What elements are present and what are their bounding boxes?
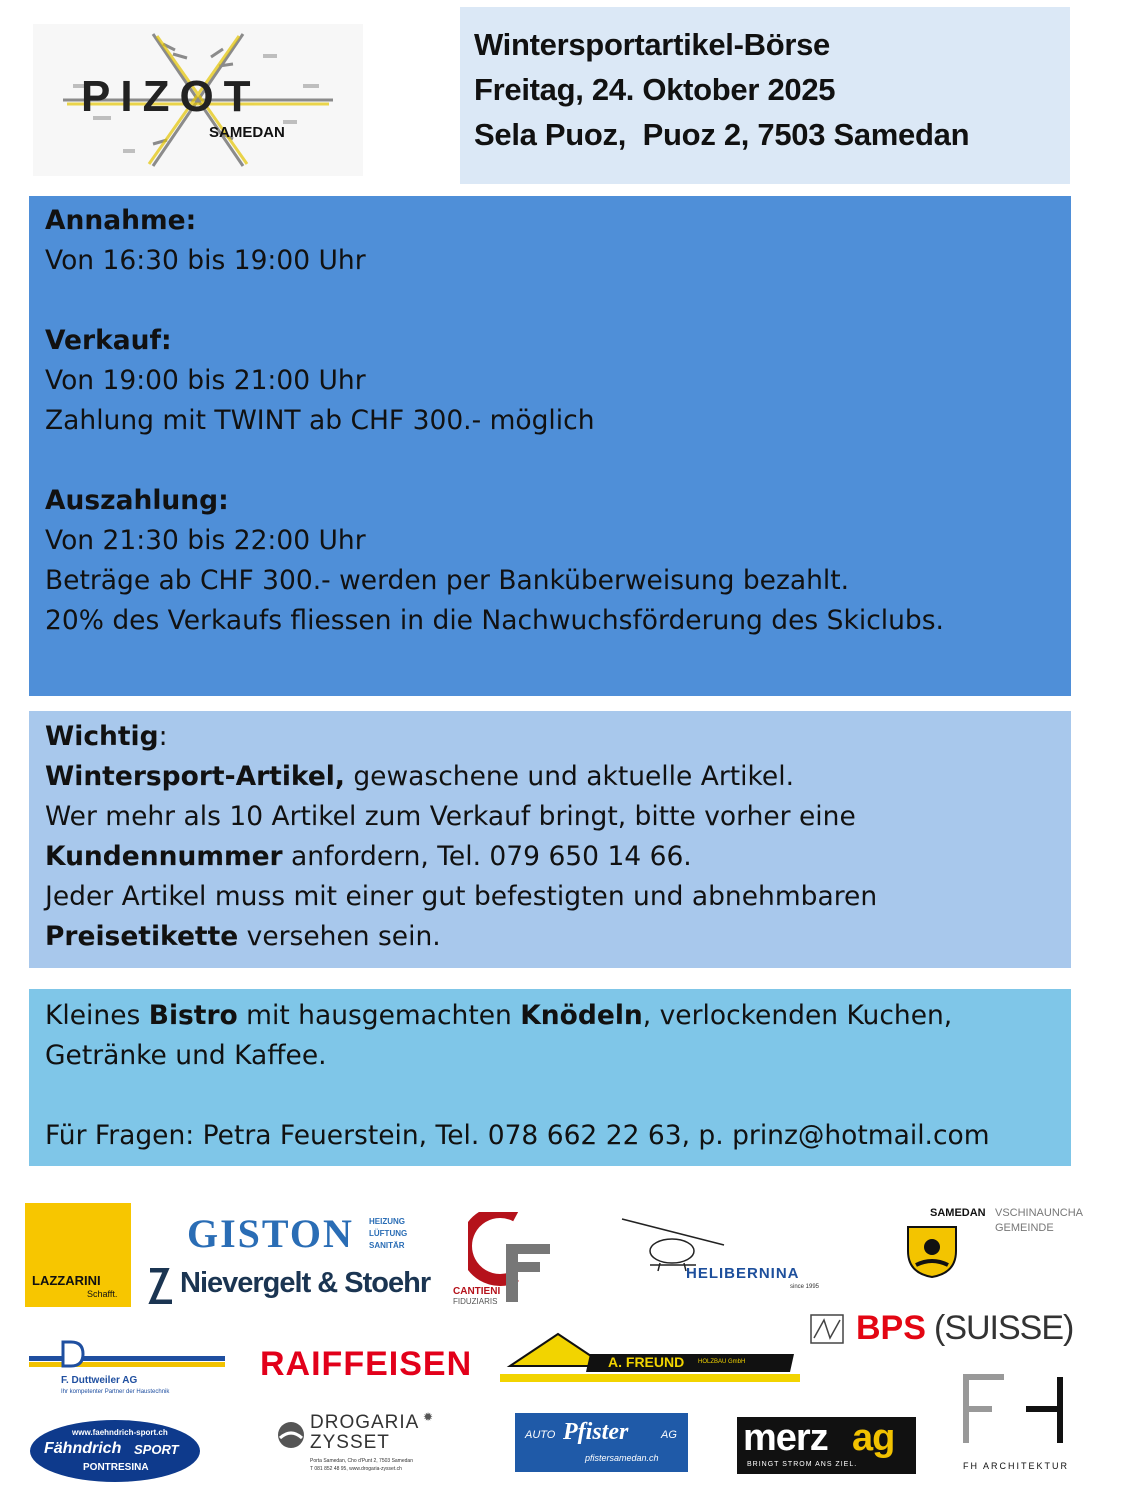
duttweiler-tagline: Ihr kompetenter Partner der Haustechnik <box>61 1389 170 1395</box>
pfister-name: Pfister <box>563 1419 629 1445</box>
knoedeln-bold: Knödeln <box>520 1000 643 1031</box>
freund-holzbau-logo <box>500 1330 800 1382</box>
important-heading-colon: : <box>158 721 168 752</box>
pfister-auto: AUTO <box>525 1429 556 1441</box>
giston-service-3: SANITÄR <box>369 1241 405 1250</box>
auto-pfister-logo <box>515 1413 688 1472</box>
freund-sub: HOLZBAU GmbH <box>698 1359 746 1365</box>
annahme-heading: Annahme: <box>45 205 197 236</box>
bps-name: BPS <box>856 1309 926 1347</box>
samedan-sub1: VSCHINAUNCHA <box>995 1207 1084 1219</box>
fh-name: FH ARCHITEKTUR <box>963 1461 1070 1471</box>
bps-mark-icon <box>810 1314 844 1344</box>
auszahlung-heading: Auszahlung: <box>45 485 229 516</box>
pfister-ag: AG <box>661 1429 677 1441</box>
giston-logo <box>187 1210 417 1256</box>
bistro-bold: Bistro <box>148 1000 238 1031</box>
lazzarini-tagline: Schafft. <box>87 1289 118 1299</box>
cantieni-name: CANTIENI <box>453 1286 501 1297</box>
event-header <box>460 7 1070 184</box>
giston-service-2: LÜFTUNG <box>369 1229 408 1238</box>
nievergelt-name: Nievergelt & Stoehr <box>180 1267 431 1299</box>
merz-tagline: BRINGT STROM ANS ZIEL. <box>747 1461 858 1468</box>
drogaria-address: Porta Samedan, Cho d'Punt 2, 7503 Samedan <box>310 1458 413 1464</box>
important-panel <box>29 711 1071 968</box>
drogaria-name1: DROGARIA <box>310 1412 420 1433</box>
verkauf-payment: Zahlung mit TWINT ab CHF 300.- möglich <box>45 405 595 436</box>
duttweiler-name: F. Duttweiler AG <box>61 1375 138 1386</box>
samedan-gemeinde-logo <box>898 1207 1084 1282</box>
nievergelt-stoehr-logo <box>146 1265 431 1307</box>
helibernina-name: HELIBERNINA <box>686 1265 800 1282</box>
important-line1-bold: Wintersport-Artikel, <box>45 761 345 792</box>
auszahlung-bank-note: Beträge ab CHF 300.- werden per Banküberweisung bezahlt. <box>45 565 850 596</box>
auszahlung-time: Von 21:30 bis 22:00 Uhr <box>45 525 366 556</box>
pizot-samedan-logo <box>33 24 363 176</box>
bistro-text-1: Kleines <box>45 1000 149 1031</box>
important-line5-bold: Preisetikette <box>45 921 239 952</box>
drogaria-name2: ZYSSET <box>310 1432 390 1453</box>
merz-ag-logo <box>737 1417 916 1474</box>
important-line2: Wer mehr als 10 Artikel zum Verkauf bringt, bitte vorher eine <box>45 801 856 832</box>
faehndrich-sport-logo <box>30 1420 200 1482</box>
samedan-sub2: GEMEINDE <box>995 1222 1054 1234</box>
drogaria-mark-icon <box>276 1420 306 1450</box>
bps-suffix: (SUISSE) <box>934 1309 1074 1347</box>
important-heading: Wichtig <box>45 721 159 752</box>
giston-service-1: HEIZUNG <box>369 1217 405 1226</box>
schedule-panel <box>29 196 1071 696</box>
important-line5: versehen sein. <box>238 921 441 952</box>
pfister-url: pfistersamedan.ch <box>585 1453 659 1463</box>
auszahlung-percent-note: 20% des Verkaufs fliessen in die Nachwuchsförderung des Skiclubs. <box>45 605 944 636</box>
important-line3-bold: Kundennummer <box>45 841 283 872</box>
sun-icon: ✹ <box>423 1410 434 1424</box>
important-line3: anfordern, Tel. 079 650 14 66. <box>282 841 692 872</box>
faehndrich-name: Fähndrich <box>44 1440 122 1457</box>
fh-architektur-logo <box>962 1373 1072 1475</box>
important-line4: Jeder Artikel muss mit einer gut befestigten und abnehmbaren <box>45 881 878 912</box>
important-line1: gewaschene und aktuelle Artikel. <box>344 761 795 792</box>
fh-mark-icon <box>962 1373 1066 1445</box>
duttweiler-d-icon <box>59 1340 85 1370</box>
merz-name: merz <box>743 1417 828 1459</box>
bistro-text-2: mit hausgemachten <box>237 1000 521 1031</box>
drogaria-contact: T 081 852 48 95, www.drogaria-zysset.ch <box>310 1466 402 1472</box>
verkauf-time: Von 19:00 bis 21:00 Uhr <box>45 365 366 396</box>
pizot-logo-text: PIZOT <box>81 72 261 121</box>
giston-name: GISTON <box>187 1211 354 1256</box>
sponsor-logos <box>0 1180 1125 1500</box>
faehndrich-url: www.faehndrich-sport.ch <box>72 1428 168 1437</box>
samedan-name: SAMEDAN <box>930 1207 986 1219</box>
faehndrich-sport: SPORT <box>134 1442 179 1457</box>
helibernina-logo <box>620 1215 820 1295</box>
cantieni-logo <box>450 1212 555 1307</box>
event-title: Wintersportartikel-Börse <box>474 27 830 62</box>
raiffeisen-logo: RAIFFEISEN <box>260 1345 473 1383</box>
bistro-panel <box>29 989 1071 1166</box>
faehndrich-place: PONTRESINA <box>83 1462 149 1473</box>
lazzarini-name: LAZZARINI <box>32 1273 101 1288</box>
ns-mark-icon <box>146 1268 174 1304</box>
samedan-coat-of-arms-icon <box>902 1221 962 1279</box>
cantieni-sub: FIDUZIARIS <box>453 1297 498 1306</box>
contact-line: Für Fragen: Petra Feuerstein, Tel. 078 662 22 63, p. prinz@hotmail.com <box>45 1120 990 1151</box>
bps-suisse-logo <box>810 1308 1075 1352</box>
event-location: Sela Puoz, Puoz 2, 7503 Samedan <box>474 117 970 152</box>
duttweiler-logo <box>29 1340 225 1400</box>
helibernina-since: since 1995 <box>790 1284 820 1290</box>
lazzarini-logo <box>25 1203 131 1307</box>
freund-name: A. FREUND <box>608 1354 685 1370</box>
bistro-line2: Getränke und Kaffee. <box>45 1040 327 1071</box>
bistro-text-3: , verlockenden Kuchen, <box>642 1000 953 1031</box>
pizot-logo-subtitle: SAMEDAN <box>209 124 285 141</box>
drogaria-zysset-logo <box>276 1410 456 1478</box>
merz-ag: ag <box>852 1417 895 1459</box>
verkauf-heading: Verkauf: <box>45 325 172 356</box>
event-date: Freitag, 24. Oktober 2025 <box>474 72 836 107</box>
annahme-time: Von 16:30 bis 19:00 Uhr <box>45 245 366 276</box>
